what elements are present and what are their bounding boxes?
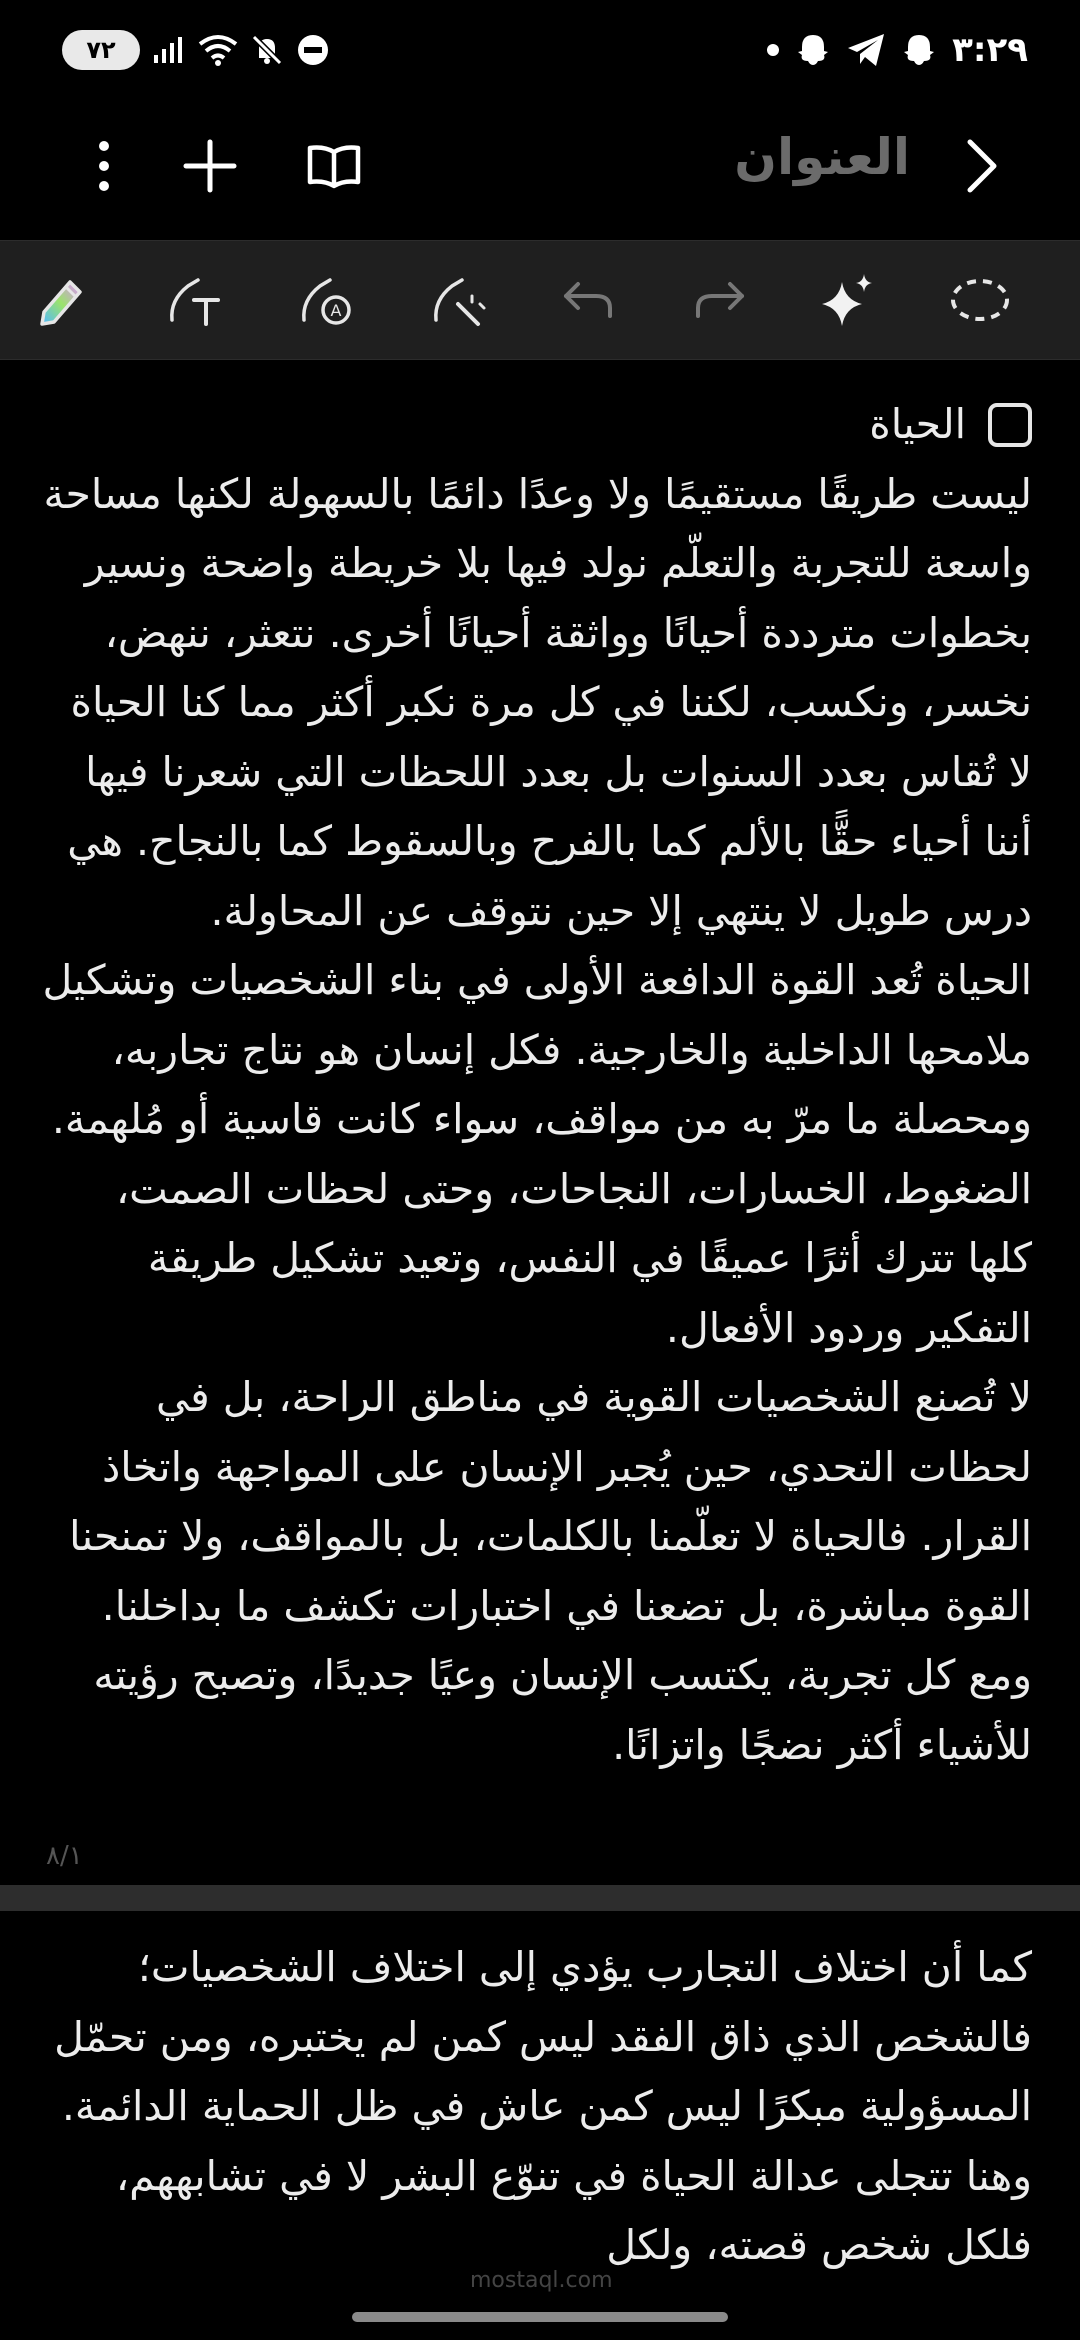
page-1-text[interactable] <box>42 390 1032 1780</box>
page-number: ٨/١ <box>46 1841 83 1871</box>
page-divider <box>0 1885 1080 1911</box>
redo-button[interactable] <box>688 268 752 332</box>
ai-assist-button[interactable] <box>816 268 880 332</box>
wifi-icon <box>198 34 238 66</box>
pen-tool-button[interactable] <box>30 268 94 332</box>
ai-sparkle-icon <box>818 270 878 330</box>
shape-tool-button[interactable] <box>294 268 358 332</box>
lasso-select-button[interactable] <box>948 268 1012 332</box>
telegram-icon <box>846 32 886 68</box>
snapchat-icon <box>794 31 832 69</box>
lasso-icon <box>949 275 1011 325</box>
add-icon <box>182 138 238 194</box>
status-bar <box>0 0 1080 100</box>
shape-icon <box>296 270 356 330</box>
book-icon <box>306 142 362 190</box>
note-header <box>0 110 1080 220</box>
back-chevron-icon <box>962 136 1002 196</box>
checklist-item <box>42 390 1032 460</box>
checkbox-label: الحياة <box>869 400 966 448</box>
status-left-group <box>62 28 330 72</box>
drawing-toolbar <box>0 240 1080 360</box>
status-right-group <box>766 22 1028 78</box>
mute-icon <box>250 33 284 67</box>
home-indicator[interactable] <box>352 2312 728 2322</box>
more-options-button[interactable] <box>72 134 136 198</box>
paragraph: الحياة تُعد القوة الدافعة الأولى في بناء الشخصيات وتشكيل ملامحها الداخلية والخارجية. فكل إنسان هو نتاج تجاربه، ومحصلة ما مرّ به من مواقف، سواء كانت قاسية أو مُلهمة. الضغوط، الخسارات، النجاحات، وحتى لحظات الصمت، كلها تترك أثرًا عميقًا في النفس، وتعيد تشكيل طريقة التفكير وردود الأفعال. <box>42 956 1032 1352</box>
more-icon <box>94 138 114 194</box>
snapchat-icon <box>900 31 938 69</box>
text-format-icon <box>164 270 224 330</box>
checkbox[interactable] <box>988 403 1032 447</box>
magic-select-button[interactable] <box>426 268 490 332</box>
paragraph: ليست طريقًا مستقيمًا ولا وعدًا دائمًا بالسهولة لكنها مساحة واسعة للتجربة والتعلّم نولد فيها بلا خريطة واضحة ونسير بخطوات مترددة أحيانًا وواثقة أحيانًا أخرى. نتعثر، ننهض، نخسر، ونكسب، لكننا في كل مرة نكبر أكثر مما كنا الحياة لا تُقاس بعدد السنوات بل بعدد اللحظات التي شعرنا فيها أننا أحياء حقًّا بالألم كما بالفرح وبالسقوط كما بالنجاح. هي درس طويل لا ينتهي إلا حين نتوقف عن المحاولة. <box>43 469 1032 935</box>
lasso-magic-icon <box>428 270 488 330</box>
add-button[interactable] <box>178 134 242 198</box>
svg-text:A: A <box>330 301 342 320</box>
dnd-icon <box>296 33 330 67</box>
battery-level: ٧٢ <box>86 36 116 64</box>
back-button[interactable] <box>950 134 1014 198</box>
redo-icon <box>692 278 748 322</box>
reading-mode-button[interactable] <box>302 134 366 198</box>
clock: ٣:٢٩ <box>952 30 1028 70</box>
page-2-text[interactable] <box>42 1933 1032 2281</box>
watermark: mostaql.com <box>470 2268 613 2293</box>
undo-icon <box>560 278 616 322</box>
text-tool-button[interactable] <box>162 268 226 332</box>
paragraph: كما أن اختلاف التجارب يؤدي إلى اختلاف الشخصيات؛ فالشخص الذي ذاق الفقد ليس كمن لم يختبره، ومن تحمّل المسؤولية مبكرًا ليس كمن عاش في ظل الحماية الدائمة. وهنا تتجلى عدالة الحياة في تنوّع البشر لا في تشابههم، فلكل شخص قصته، ولكل <box>54 1943 1032 2269</box>
paragraph: لا تُصنع الشخصيات القوية في مناطق الراحة، بل في لحظات التحدي، حين يُجبر الإنسان على المواجهة واتخاذ القرار. فالحياة لا تعلّمنا بالكلمات، بل بالمواقف، ولا تمنحنا القوة مباشرة، بل تضعنا في اختبارات تكشف ما بداخلنا. ومع كل تجربة، يكتسب الإنسان وعيًا جديدًا، وتصبح رؤيته للأشياء أكثر نضجًا واتزانًا. <box>69 1373 1032 1769</box>
dot-icon <box>766 43 780 57</box>
signal-icon <box>152 35 186 65</box>
undo-button[interactable] <box>556 268 620 332</box>
battery-icon <box>62 30 140 70</box>
note-title[interactable]: العنوان <box>734 128 910 186</box>
note-page-1[interactable] <box>0 360 1080 1885</box>
pen-icon <box>32 270 92 330</box>
